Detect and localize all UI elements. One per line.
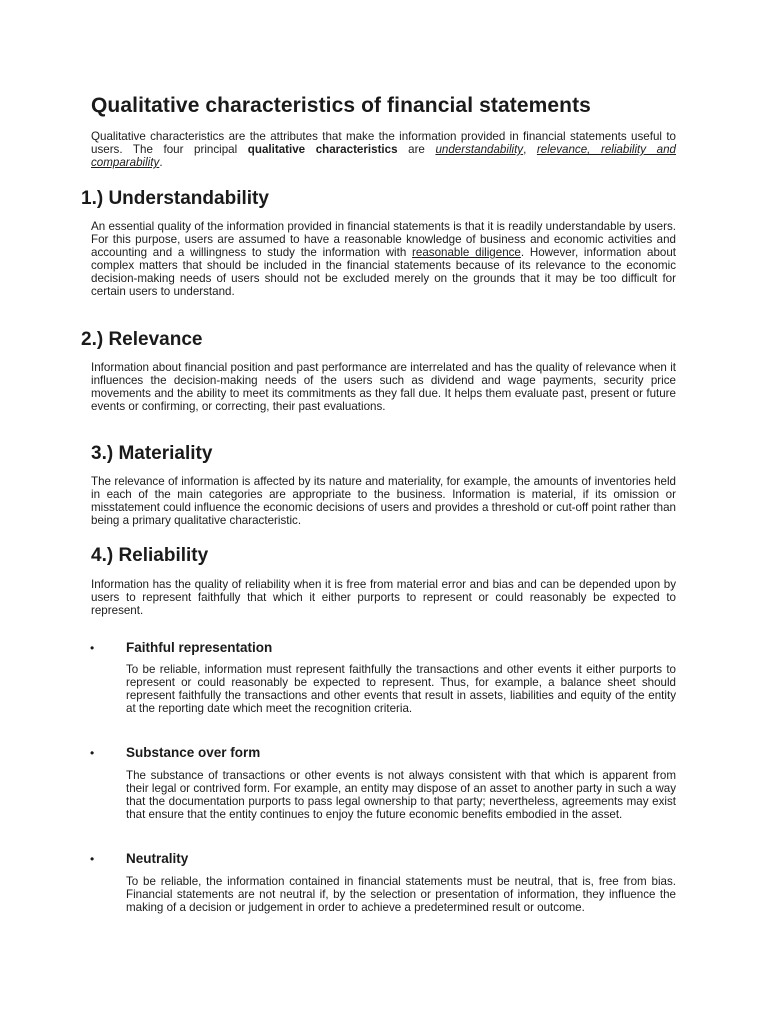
paragraph-materiality: The relevance of information is affected by its nature and materiality, for example, the amounts of inventories held in each of the main categories are appropriate to the business. Information is material, if its omission or misstatement could influence the economic decisions of users and provides a threshold or cut-off point rather than being a primary qualitative characteristic. <box>91 475 676 527</box>
subheading-faithful-representation: Faithful representation <box>126 640 273 655</box>
link-reasonable-diligence[interactable]: reasonable diligence <box>412 246 521 259</box>
bullet-point: • <box>90 641 95 655</box>
understandability-text-2: . However, information about complex matters that should be included in the financial statements because of its relevance to the economic decision-making needs of users should not be excluded merely on the grounds that it may be too difficult for certain users to understand. <box>91 246 677 298</box>
paragraph-neutrality: To be reliable, the information contained in financial statements must be neutral, that is, free from bias. Financial statements are not neutral if, by the selection or presentation of information, they influence the making of a decision or judgement in order to achieve a predetermined result or outcome. <box>126 875 676 914</box>
heading-reliability: 4.) Reliability <box>91 545 209 566</box>
intro-end: . <box>159 156 163 169</box>
link-understandability[interactable]: understandability <box>435 143 524 156</box>
intro-text-2: are <box>397 143 436 156</box>
intro-bold-term: qualitative characteristics <box>247 143 398 156</box>
intro-separator: , <box>523 143 537 156</box>
intro-text-1: Qualitative characteristics are the attributes that make the information provided in financial statements useful to users. The four principal <box>91 130 676 156</box>
paragraph-substance-over-form: The substance of transactions or other events is not always consistent with that which is apparent from their legal or contrived form. For example, an entity may dispose of an asset to another party in such a way that the documentation purports to pass legal ownership to that party; nevertheless, agreements may exist that ensure that the entity continues to enjoy the future economic benefits embodied in the asset. <box>126 769 676 821</box>
paragraph-faithful-representation: To be reliable, information must represent faithfully the transactions and other events it either purports to represent or could reasonably be expected to represent. Thus, for example, a balance sheet should represent faithfully the transactions and other events that result in assets, liabilities and equity of the entity at the reporting date which meet the recognition criteria. <box>126 663 676 715</box>
heading-relevance: 2.) Relevance <box>81 329 203 350</box>
bullet-point: • <box>90 852 95 866</box>
intro-paragraph <box>91 130 676 169</box>
document-title: Qualitative characteristics of financial statements <box>91 94 591 117</box>
bullet-point: • <box>90 746 95 760</box>
link-relevance-reliability-comparability[interactable]: relevance, reliability and comparability <box>91 143 676 169</box>
subheading-substance-over-form: Substance over form <box>126 745 261 760</box>
subheading-neutrality: Neutrality <box>126 851 189 866</box>
heading-materiality: 3.) Materiality <box>91 443 213 464</box>
paragraph-reliability: Information has the quality of reliability when it is free from material error and bias and can be depended upon by users to represent faithfully that which it either purports to represent or could reasonably be expected to represent. <box>91 578 676 617</box>
heading-understandability: 1.) Understandability <box>81 188 269 209</box>
paragraph-relevance: Information about financial position and past performance are interrelated and has the quality of relevance when it influences the decision-making needs of the users such as dividend and wage payments, security price movements and the ability to meet its commitments as they fall due. It helps them evaluate past, present or future events or confirming, or correcting, their past evaluations. <box>91 361 676 413</box>
paragraph-understandability <box>91 220 676 298</box>
understandability-text-1: An essential quality of the information provided in financial statements is that it is readily understandable by users. For this purpose, users are assumed to have a reasonable knowledge of business and economic activities and accounting and a willingness to study the information with <box>91 220 676 259</box>
